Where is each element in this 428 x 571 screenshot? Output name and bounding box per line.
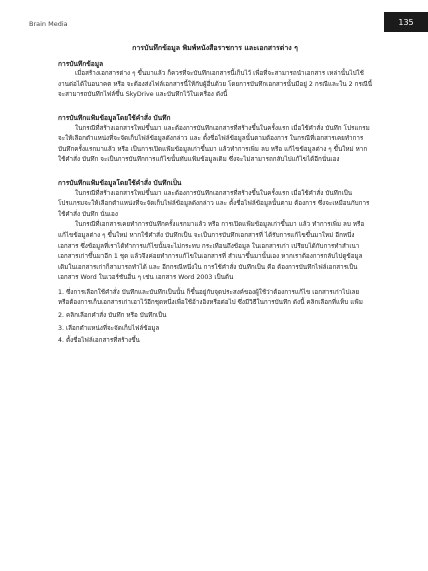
section-heading-save-command: การบันทึกแฟ้มข้อมูลโดยใช้คำสั่ง บันทึก bbox=[58, 113, 171, 122]
paragraph: เมื่อสร้างเอกสารต่าง ๆ ขึ้นมาแล้ว ก็ควรที่จะบันทึกเอกสารนี้เก็บไว้ เพื่อที่จะสามารถนำเอกสาร เหล่านั้นไปใช้งานต่อได้ในอนาคต หรือ จะต้องส่งไฟล์เอกสารนี้ให้กับผู้อื่นด้วย โดยการบันทึกเอกสารนั้นมีอยู่ 2 กรณีและใน 2 กรณีนี้จะสามารถบันทึกไฟล์ขึ้น SkyDrive และบันทึกไว้ในเครื่อง ดังนี้ bbox=[58, 70, 372, 99]
page-number: 135 bbox=[384, 12, 428, 32]
paragraph: ในกรณีที่สร้างเอกสารใหม่ขึ้นมา และต้องการบันทึกเอกสารที่สร้างขึ้นในครั้งแรก เมื่อใช้คำสั่ง บันทึก โปรแกรมจะให้เลือกตำแหน่งที่จะจัดเก็บไฟล์ข้อมูลดังกล่าว และ ตั้งชื่อไฟล์ข้อมูลนั้นตามต้องการ ในกรณีที่เอกสารเคยทำการบันทึกครั้งแรกมาแล้ว หรือ เป็นการเปิดแฟ้มข้อมูลเก่าขึ้นมา แล้วทำการเพิ่ม ลบ หรือ แก้ไขข้อมูลต่าง ๆ ขึ้นใหม่ หากใช้คำสั่ง บันทึก จะเป็นการบันทึกการแก้ไขนั้นทับแฟ้มข้อมูลเดิม ซึ่งจะไม่สามารถกลับไปแก้ไขได้อีกนั่นเอง bbox=[58, 124, 370, 164]
list-item: 2. คลิกเลือกคำสั่ง บันทึก หรือ บันทึกเป็น bbox=[58, 312, 167, 320]
section-heading-save-as-command: การบันทึกแฟ้มข้อมูลโดยใช้คำสั่ง บันทึกเป็น bbox=[58, 178, 182, 187]
paragraph: ในกรณีที่เอกสารเคยทำการบันทึกครั้งแรกมาแล้ว หรือ การเปิดแฟ้มข้อมูลเก่าขึ้นมา แล้ว ทำการเพิ่ม ลบ หรือ แก้ไขข้อมูลต่าง ๆ ขึ้นใหม่ หากใช้คำสั่ง บันทึกเป็น จะเป็นการบันทึกเอกสารที่ ได้รับการแก้ไขขึ้นมาใหม่ อีกหนึ่งเอกสาร ซึ่งข้อมูลที่เราได้ทำการแก้ไขนั้นจะไม่กระทบ กระเทือนถึงข้อมูล ในเอกสารเก่า เปรียบได้กับการทำสำเนาเอกสารเก่าขึ้นมาอีก 1 ชุด แล้วจึงค่อยทำการแก้ไขในเอกสารที่ สำเนาขึ้นมานั้นเอง หากเราต้องการกลับไปดูข้อมูลเดิมในเอกสารเก่าก็สามารถทำได้ และ อีกกรณีหนึ่งใน การใช้คำสั่ง บันทึกเป็น คือ ต้องการบันทึกไฟล์เอกสารเป็นเอกสาร Word ในเวอร์ชันอื่น ๆ เช่น เอกสาร Word 2003 เป็นต้น bbox=[58, 221, 365, 282]
list-item: 3. เลือกตำแหน่งที่จะจัดเก็บไฟล์ข้อมูล bbox=[58, 324, 160, 332]
page-title: การบันทึกข้อมูล พิมพ์หนังสือราชการ และเอกสารต่าง ๆ bbox=[132, 44, 298, 52]
paragraph: ในกรณีที่สร้างเอกสารใหม่ขึ้นมา และต้องการบันทึกเอกสารที่สร้างขึ้นในครั้งแรก เมื่อใช้คำสั่ง บันทึกเป็น โปรแกรมจะให้เลือกตำแหน่งที่จะจัดเก็บไฟล์ข้อมูลดังกล่าว และ ตั้งชื่อไฟล์ข้อมูลนั้นตาม ต้องการ ซึ่งจะเหมือนกับการใช้คำสั่ง บันทึก นั่นเอง bbox=[58, 189, 370, 218]
page-content bbox=[58, 43, 372, 349]
steps-list bbox=[58, 288, 372, 347]
list-item: 1. ซึ่งการเลือกใช้คำสั่ง บันทึกและบันทึกเป็นนั้น ก็ขึ้นอยู่กับจุดประสงค์ของผู้ใช้ว่าต้องการแก้ไข เอกสารเก่าไปเลย หรือต้องการเก็บเอกสารเก่าเอาไว้อีกชุดหนึ่งเพื่อใช้อ้างอิงหรือต่อไป ซึ่งมีวิธีในการบันทึก ดังนี้ คลิกเลือกที่แท็บ แฟ้ม bbox=[58, 288, 363, 307]
list-item: 4. ตั้งชื่อไฟล์เอกสารที่สร้างขึ้น bbox=[58, 337, 140, 345]
publisher-name: Brain Media bbox=[29, 20, 68, 28]
section-heading-save-data: การบันทึกข้อมูล bbox=[58, 59, 104, 68]
